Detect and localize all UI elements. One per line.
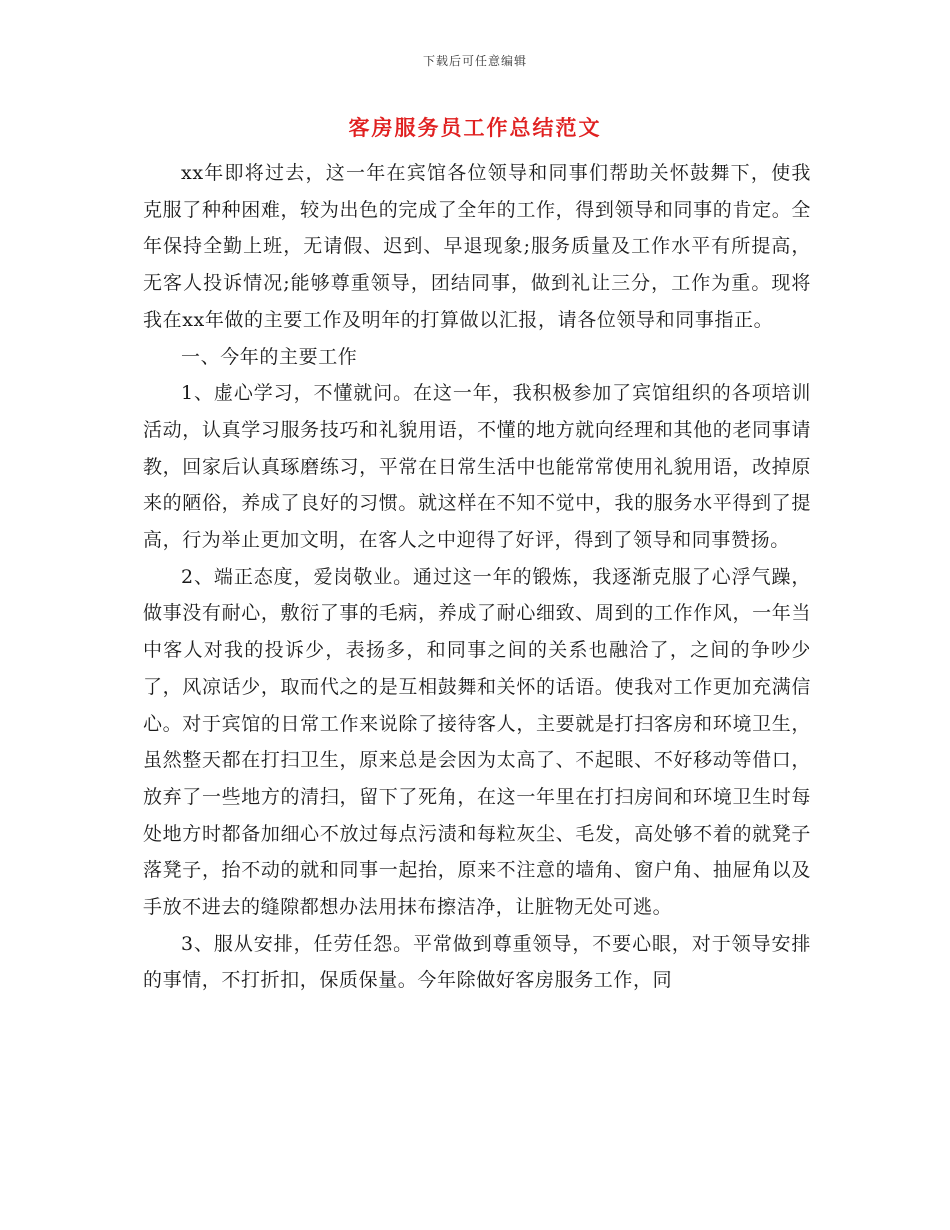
header-note: 下载后可任意编辑 [422,54,527,68]
paragraph-item-2: 2、端正态度，爱岗敬业。通过这一年的锻炼，我逐渐克服了心浮气躁，做事没有耐心，敷衍了事的毛病，养成了耐心细致、周到的工作作风，一年当中客人对我的投诉少，表扬多，和同事之间的关系也融洽了，之间的争吵少了，风凉话少，取而代之的是互相鼓舞和关怀的话语。使我对工作更加充满信心。对于宾馆的日常工作来说除了接待客人，主要就是打扫客房和环境卫生，虽然整天都在打扫卫生，原来总是会因为太高了、不起眼、不好移动等借口，放弃了一些地方的清扫，留下了死角，在这一年里在打扫房间和环境卫生时每处地方时都备加细心不放过每点污渍和每粒灰尘、毛发，高处够不着的就凳子落凳子，抬不动的就和同事一起抬，原来不注意的墙角、窗户角、抽屉角以及手放不进去的缝隙都想办法用抹布擦洁净，让脏物无处可逃。 [143,565,811,919]
paragraph-item-1: 1、虚心学习，不懂就问。在这一年，我积极参加了宾馆组织的各项培训活动，认真学习服务技巧和礼貌用语，不懂的地方就向经理和其他的老同事请教，回家后认真琢磨练习，平常在日常生活中也能常常使用礼貌用语，改掉原来的陋俗，养成了良好的习惯。就这样在不知不觉中，我的服务水平得到了提高，行为举止更加文明，在客人之中迎得了好评，得到了领导和同事赞扬。 [143,382,811,552]
paragraph-item-3: 3、服从安排，任劳任怨。平常做到尊重领导，不要心眼，对于领导安排的事情，不打折扣，保质保量。今年除做好客房服务工作，同 [143,932,811,992]
paragraph-intro: xx年即将过去，这一年在宾馆各位领导和同事们帮助关怀鼓舞下，使我克服了种种困难，较为出色的完成了全年的工作，得到领导和同事的肯定。全年保持全勤上班，无请假、迟到、早退现象;服务质量及工作水平有所提高，无客人投诉情况;能够尊重领导，团结同事，做到礼让三分，工作为重。现将我在xx年做的主要工作及明年的打算做以汇报，请各位领导和同事指正。 [143,162,811,331]
document-body [143,155,811,999]
section-heading: 一、今年的主要工作 [181,345,358,368]
document-title: 客房服务员工作总结范文 [348,115,602,140]
